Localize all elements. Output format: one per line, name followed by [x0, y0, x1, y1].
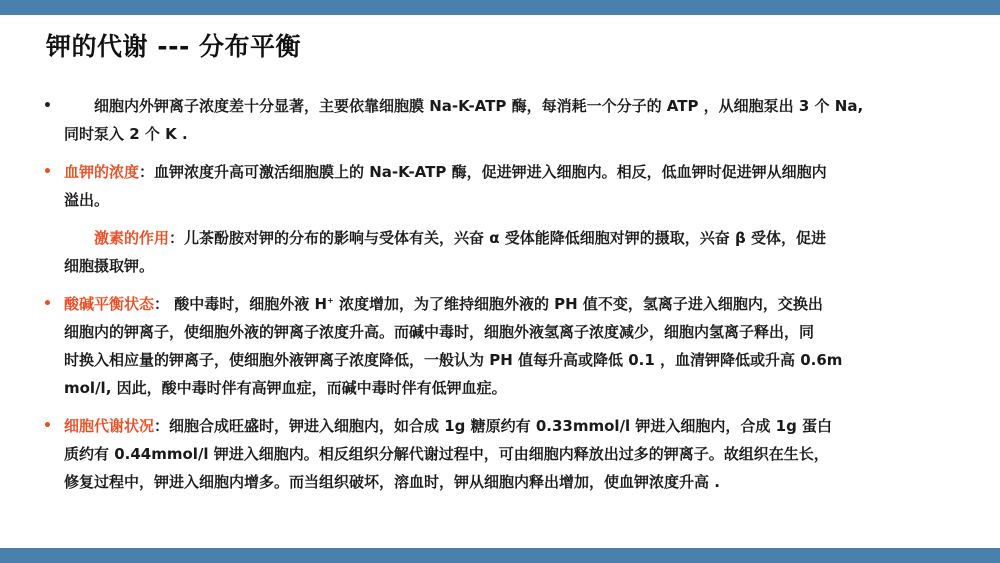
paragraph-cell-metabolism [43, 412, 964, 496]
bottom-accent-bar [0, 548, 1000, 563]
paragraph-acid-base-balance [43, 290, 964, 402]
paragraph-line: 同时泵入 2 个 K . [64, 125, 188, 143]
bullet-marker: • [43, 296, 52, 312]
paragraph-line: 细胞内的钾离子，使细胞外液的钾离子浓度升高。而碱中毒时，细胞外液氢离子浓度减少，细胞内氢离子释出，同 [64, 323, 815, 341]
paragraph-line: mol/l, 因此，酸中毒时伴有高钾血症，而碱中毒时伴有低钾血症。 [64, 379, 507, 397]
slide-body [0, 92, 1000, 496]
paragraph-line [64, 290, 964, 318]
paragraph-text: ：血钾浓度升高可激活细胞膜上的 Na-K-ATP 酶，促进钾进入细胞内。相反，低血钾时促进钾从细胞内 [139, 163, 827, 181]
paragraph-label: 激素的作用 [94, 229, 170, 247]
paragraph-line: 细胞内外钾离子浓度差十分显著，主要依靠细胞膜 Na-K-ATP 酶，每消耗一个分子的 ATP ，从细胞泵出 3 个 Na, [94, 97, 864, 115]
bullet-marker: • [43, 418, 52, 434]
paragraph-text: ：儿茶酚胺对钾的分布的影响与受体有关，兴奋 α 受体能降低细胞对钾的摄取，兴奋 β 受体，促进 [169, 229, 826, 247]
paragraph-text: ：细胞合成旺盛时，钾进入细胞内，如合成 1g 糖原约有 0.33mmol/l 钾进入细胞内，合成 1g 蛋白 [154, 417, 833, 435]
paragraph-label: 酸碱平衡状态 [64, 295, 155, 313]
paragraph-blood-potassium [43, 158, 964, 214]
top-accent-bar [0, 0, 1000, 15]
paragraph-line [64, 412, 964, 440]
paragraph-sodium-potassium-pump [43, 92, 964, 148]
paragraph-line: 质约有 0.44mmol/l 钾进入细胞内。相反组织分解代谢过程中，可由细胞内释放出过多的钾离子。故组织在生长， [64, 445, 829, 463]
paragraph-line [64, 158, 964, 186]
paragraph-line: 溢出。 [64, 191, 110, 209]
paragraph-line: 细胞摄取钾。 [64, 257, 155, 275]
bullet-marker: • [43, 98, 52, 114]
paragraph-line [64, 224, 964, 252]
paragraph-line: 修复过程中，钾进入细胞内增多。而当组织破坏，溶血时，钾从细胞内释出增加，使血钾浓度升高 . [64, 473, 720, 491]
paragraph-text: ： 酸中毒时，细胞外液 H [154, 295, 328, 313]
superscript-plus: + [327, 296, 334, 305]
paragraph-hormone-effect [64, 224, 964, 280]
bullet-marker: • [43, 164, 52, 180]
paragraph-label: 细胞代谢状况 [64, 417, 155, 435]
paragraph-line: 时换入相应量的钾离子，使细胞外液钾离子浓度降低，一般认为 PH 值每升高或降低 0.1 ，血清钾降低或升高 0.6m [64, 351, 843, 369]
paragraph-text: 浓度增加，为了维持细胞外液的 PH 值不变，氢离子进入细胞内，交换出 [333, 295, 823, 313]
paragraph-label: 血钾的浓度 [64, 163, 140, 181]
slide-title: 钾的代谢 --- 分布平衡 [46, 32, 302, 61]
